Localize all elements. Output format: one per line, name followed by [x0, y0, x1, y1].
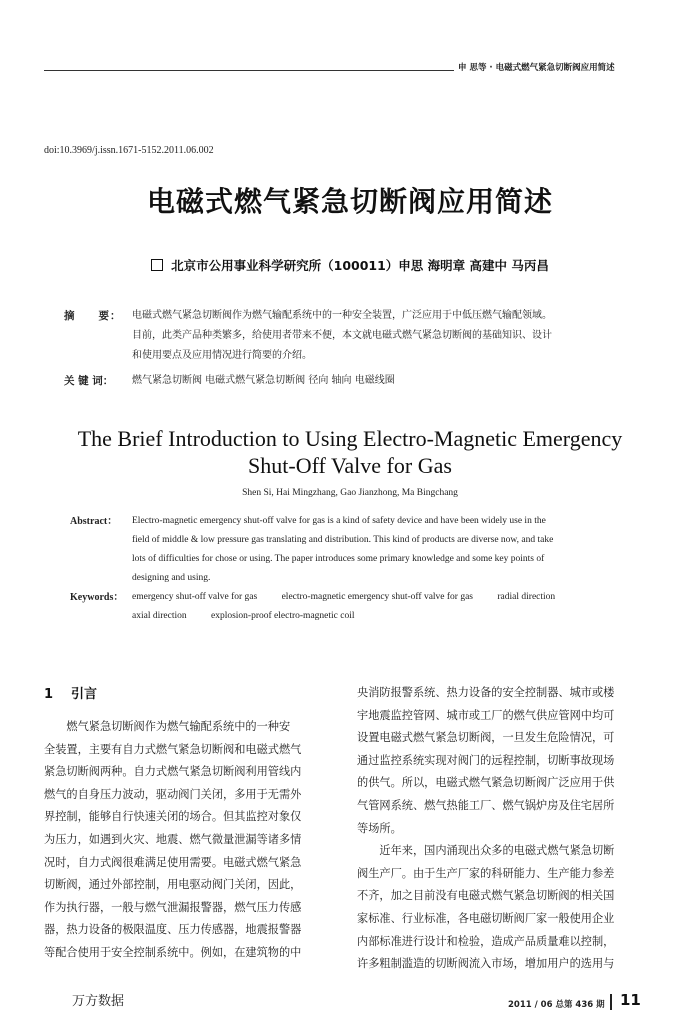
keywords-chinese-label: 关 键 词： — [64, 375, 114, 387]
text-line: 家标准、行业标准，各电磁切断阀厂家一般使用企业 — [357, 911, 615, 925]
text-line: 作为执行器，一般与燃气泄漏报警器，燃气压力传感 — [44, 900, 302, 914]
title-english-line1: The Brief Introduction to Using Electro-Magnetic Emergency — [77, 426, 623, 451]
paragraph — [357, 840, 651, 976]
title-english-line2: Shut-Off Valve for Gas — [248, 453, 452, 478]
square-box-icon — [151, 259, 163, 271]
keywords-english — [70, 588, 630, 626]
keyword: emergency shut-off valve for gas — [132, 592, 258, 602]
abstract-chinese — [44, 306, 644, 366]
authors-english: Shen Si, Hai Mingzhang, Gao Jianzhong, Ma Bingchang — [242, 488, 458, 498]
abstract-english-label: Abstract： — [70, 516, 118, 527]
issue-info: 2011 / 06 总第 436 期 — [508, 1000, 605, 1010]
section-title: 引言 — [71, 687, 98, 702]
doi: doi:10.3969/j.issn.1671-5152.2011.06.002 — [44, 145, 214, 156]
text-line: 切断阀，通过外部控制，用电驱动阀门关闭，因此， — [44, 878, 302, 892]
text-line: 许多粗制滥造的切断阀流入市场，增加用户的选用与 — [357, 957, 615, 971]
text-line: 通过监控系统实现对阀门的远程控制，切断事故现场 — [357, 753, 615, 767]
section-heading — [44, 683, 97, 702]
text-line: 器，热力设备的极限温度、压力传感器，地震报警器 — [44, 923, 302, 937]
text-line: 紧急切断阀两种。自力式燃气紧急切断阀利用管线内 — [44, 765, 302, 779]
abstract-chinese-label: 摘 要： — [64, 310, 122, 322]
section-number: 1 — [44, 687, 54, 702]
keyword: electro-magnetic emergency shut-off valve for gas — [281, 592, 474, 602]
abstract-chinese-line: 电磁式燃气紧急切断阀作为燃气输配系统中的一种安全装置，广泛应用于中低压燃气输配领域。 — [132, 310, 552, 321]
body-column-right — [357, 682, 651, 976]
text-line: 界控制，能够自行快速关闭的场合。但其监控对象仅 — [44, 810, 302, 824]
abstract-chinese-line: 和使用要点及应用情况进行简要的介绍。 — [132, 350, 312, 361]
text-line: 气管网系统、燃气热能工厂、燃气锅炉房及住宅居所 — [357, 798, 615, 812]
text-line: 不齐，加之目前没有电磁式燃气紧急切断阀的相关国 — [357, 889, 615, 903]
text-line: 的供气。所以，电磁式燃气紧急切断阀广泛应用于供 — [357, 776, 615, 790]
text-line: 全装置，主要有自力式燃气紧急切断阀和电磁式燃气 — [44, 742, 302, 756]
text-line: 宇地震监控管网、城市或工厂的燃气供应管网中均可 — [357, 708, 615, 722]
keywords-english-label: Keywords： — [70, 592, 124, 603]
abstract-english-line: designing and using. — [132, 573, 211, 583]
authors-chinese — [0, 256, 700, 274]
abstract-english-line: lots of difficulties for chose or using. The paper introduces some primary knowledge and some key points of — [132, 554, 545, 564]
keyword: explosion-proof electro-magnetic coil — [210, 611, 355, 621]
paragraph — [44, 716, 334, 965]
running-title: 申 思等 · 电磁式燃气紧急切断阀应用简述 — [458, 63, 615, 73]
keyword: radial direction — [497, 592, 556, 602]
keywords-chinese — [44, 372, 644, 390]
abstract-english-line: field of middle & low pressure gas translating and distribution. This kind of products are diverse now, and take — [132, 535, 554, 545]
text-line: 况时，自力式阀很难满足使用需要。电磁式燃气紧急 — [44, 855, 302, 869]
source-watermark: 万方数据 — [72, 994, 125, 1009]
keyword: axial direction — [132, 611, 187, 621]
title-chinese: 电磁式燃气紧急切断阀应用简述 — [146, 185, 553, 218]
text-line: 央消防报警系统、热力设备的安全控制器、城市或楼 — [357, 686, 615, 699]
text-line: 等配合使用于安全控制系统中。例如，在建筑物的中 — [44, 945, 302, 959]
text-line: 为压力，如遇到火灾、地震、燃气微量泄漏等诸多情 — [44, 832, 302, 846]
page-number: 11 — [620, 991, 641, 1009]
abstract-english — [70, 512, 630, 588]
footer-separator — [610, 994, 612, 1010]
paragraph — [357, 682, 651, 840]
header-rule — [44, 70, 454, 71]
text-line: 燃气紧急切断阀作为燃气输配系统中的一种安 — [66, 720, 291, 733]
body-column-left — [44, 716, 334, 965]
title-english — [0, 425, 700, 479]
abstract-chinese-line: 目前，此类产品种类繁多，给使用者带来不便，本文就电磁式燃气紧急切断阀的基础知识、设计 — [132, 330, 552, 341]
text-line: 燃气的自身压力波动，驱动阀门关闭，多用于无需外 — [44, 787, 302, 801]
authors-chinese-text: 北京市公用事业科学研究所（100011）申思 海明章 高建中 马丙昌 — [171, 258, 549, 273]
text-line: 近年来，国内涌现出众多的电磁式燃气紧急切断 — [379, 844, 615, 858]
text-line: 等场所。 — [357, 821, 402, 835]
keywords-chinese-text: 燃气紧急切断阀 电磁式燃气紧急切断阀 径向 轴向 电磁线圈 — [132, 375, 395, 386]
text-line: 内部标准进行设计和检验，造成产品质量难以控制， — [357, 934, 615, 948]
text-line: 阀生产厂。由于生产厂家的科研能力、生产能力参差 — [357, 866, 615, 880]
abstract-english-line: Electro-magnetic emergency shut-off valve for gas is a kind of safety device and have been widely use in the — [132, 516, 546, 526]
text-line: 设置电磁式燃气紧急切断阀，一旦发生危险情况，可 — [357, 731, 615, 745]
